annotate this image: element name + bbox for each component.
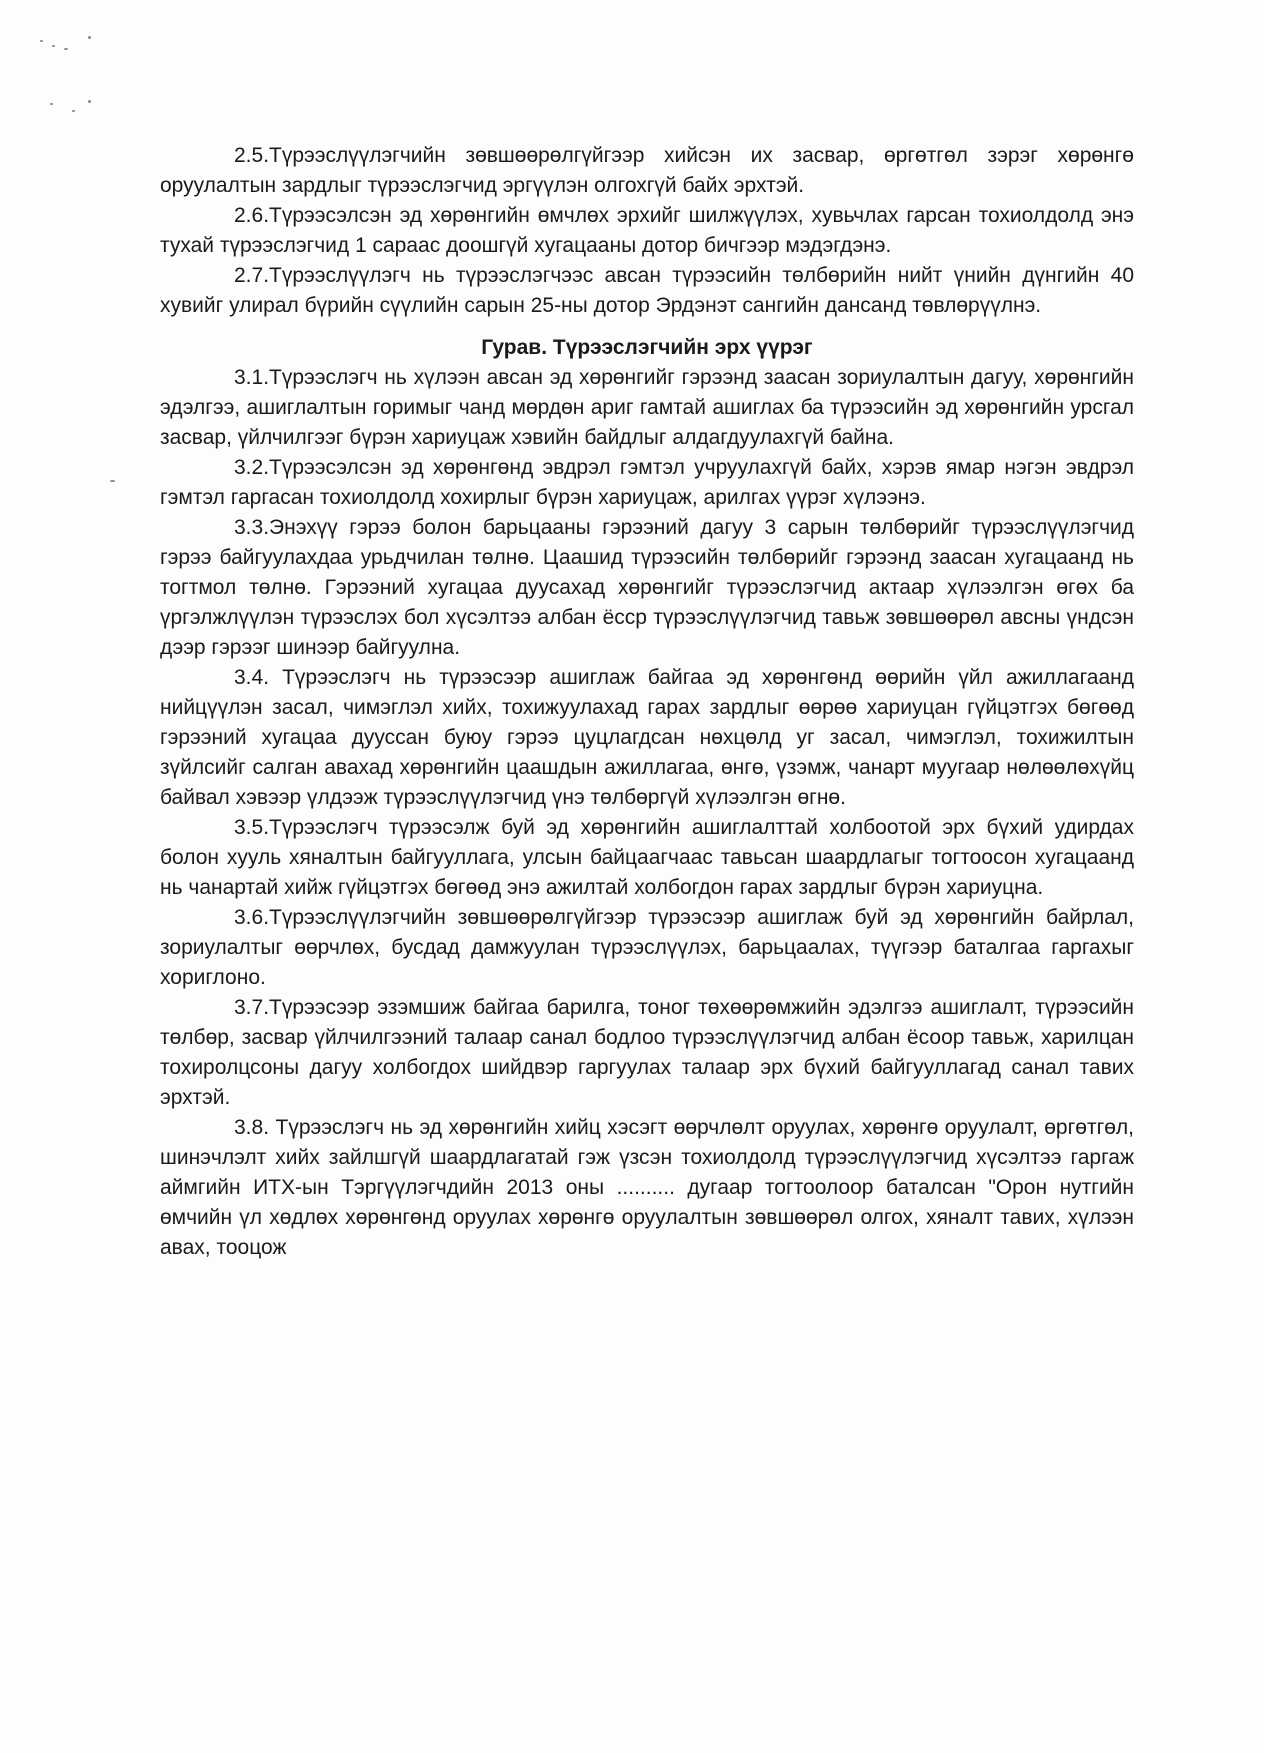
paragraph-3-5: 3.5.Түрээслэгч түрээсэлж буй эд хөрөнгийн ашиглалттай холбоотой эрх бүхий удирдах болон хууль хяналтын байгууллага, улсын байцаагчаас тавьсан шаардлагыг тогтоосон хугацаанд нь чанартай хийж гүйцэтгэх бөгөөд энэ ажилтай холбогдон гарах зардлыг бүрэн хариуцна.: [160, 816, 1134, 899]
scan-speck: [52, 45, 55, 47]
scan-speck: [40, 40, 43, 42]
paragraph-3-2: 3.2.Түрээсэлсэн эд хөрөнгөнд эвдрэл гэмтэл учруулахгүй байх, хэрэв ямар нэгэн эвдрэл гэмтэл гаргасан тохиолдолд хохирлыг бүрэн хариуцаж, арилгах үүрэг хүлээнэ.: [160, 456, 1134, 509]
section-heading: Гурав. Түрээслэгчийн эрх үүрэг: [481, 336, 813, 359]
paragraph-2-7: 2.7.Түрээслүүлэгч нь түрээслэгчээс авсан түрээсийн төлбөрийн нийт үнийн дүнгийн 40 хувийг улирал бүрийн сүүлийн сарын 25-ны дотор Эрдэнэт сангийн дансанд төвлөрүүлнэ.: [160, 264, 1134, 317]
paragraph-3-1: 3.1.Түрээслэгч нь хүлээн авсан эд хөрөнгийг гэрээнд заасан зориулалтын дагуу, хөрөнгийн эдэлгээ, ашиглалтын горимыг чанд мөрдөн ариг гамтай ашиглах ба түрээсийн эд хөрөнгийн урсгал засвар, үйлчилгээг бүрэн хариуцаж хэвийн байдлыг алдагдуулахгүй байна.: [160, 366, 1134, 449]
paragraph-2-5: 2.5.Түрээслүүлэгчийн зөвшөөрөлгүйгээр хийсэн их засвар, өргөтгөл зэрэг хөрөнгө оруулалтын зардлыг түрээслэгчид эргүүлэн олгохгүй байх эрхтэй.: [160, 144, 1134, 197]
paragraph-3-8: 3.8. Түрээслэгч нь эд хөрөнгийн хийц хэсэгт өөрчлөлт оруулах, хөрөнгө оруулалт, өргөтгөл, шинэчлэлт хийх зайлшгүй шаардлагатай гэж үзсэн тохиолдолд түрээслүүлэгчид хүсэлтээ гаргаж аймгийн ИТХ-ын Тэргүүлэгчдийн 2013 оны .......... дугаар тогтоолоор баталсан "Орон нутгийн өмчийн үл хөдлөх хөрөнгөнд оруулах хөрөнгө оруулалтын зөвшөөрөл олгох, хяналт тавих, хүлээн авах, тооцож: [160, 1116, 1134, 1259]
paragraph-3-6: 3.6.Түрээслүүлэгчийн зөвшөөрөлгүйгээр түрээсээр ашиглаж буй эд хөрөнгийн байрлал, зориулалтыг өөрчлөх, бусдад дамжуулан түрээслүүлэх, барьцаалах, түүгээр баталгаа гаргахыг хориглоно.: [160, 906, 1134, 989]
paragraph-3-3: 3.3.Энэхүү гэрээ болон барьцааны гэрээний дагуу 3 сарын төлбөрийг түрээслүүлэгчид гэрээ байгуулахдаа урьдчилан төлнө. Цаашид түрээсийн төлбөрийг гэрээнд заасан хугацаанд нь тогтмол төлнө. Гэрээний хугацаа дуусахад хөрөнгийг түрээслэгчид актаар хүлээлгэн өгөх ба үргэлжлүүлэн түрээслэх бол хүсэлтээ албан ёсср түрээслүүлэгчид тавьж зөвшөөрөл авсны үндсэн дээр гэрээг шинээр байгуулна.: [160, 516, 1134, 659]
paragraph-3-7: 3.7.Түрээсээр эзэмшиж байгаа барилга, тоног төхөөрөмжийн эдэлгээ ашиглалт, түрээсийн төлбөр, засвар үйлчилгээний талаар санал бодлоо түрээслүүлэгчид албан ёсоор тавьж, харилцан тохиролцсоны дагуу холбогдох шийдвэр гаргуулах талаар эрх бүхий байгууллагад санал тавих эрхтэй.: [160, 996, 1134, 1109]
paragraph-2-6: 2.6.Түрээсэлсэн эд хөрөнгийн өмчлөх эрхийг шилжүүлэх, хувьчлах гарсан тохиолдолд энэ тухай түрээслэгчид 1 сараас доошгүй хугацааны дотор бичгээр мэдэгдэнэ.: [160, 204, 1134, 257]
scan-speck: [50, 103, 53, 105]
scan-speck: [88, 36, 91, 39]
scan-speck: [110, 480, 115, 482]
document-body: [160, 141, 1134, 1263]
paragraph-3-4: 3.4. Түрээслэгч нь түрээсээр ашиглаж байгаа эд хөрөнгөнд өөрийн үйл ажиллагаанд нийцүүлэн засал, чимэглэл хийх, тохижуулахад гарах зардлыг өөрөө хариуцан гүйцэтгэх бөгөөд гэрээний хугацаа дууссан буюу гэрээ цуцлагдсан нөхцөлд уг засал, чимэглэл, тохижилтын зүйлсийг салган авахад хөрөнгийн цаашдын ажиллагаа, өнгө, үзэмж, чанарт муугаар нөлөөлөхүйц байвал хэвээр үлдээж түрээслүүлэгчид үнэ төлбөргүй хүлээлгэн өгнө.: [160, 666, 1134, 809]
scan-speck: [88, 100, 91, 103]
scan-speck: [72, 110, 75, 112]
scan-speck: [64, 48, 68, 50]
